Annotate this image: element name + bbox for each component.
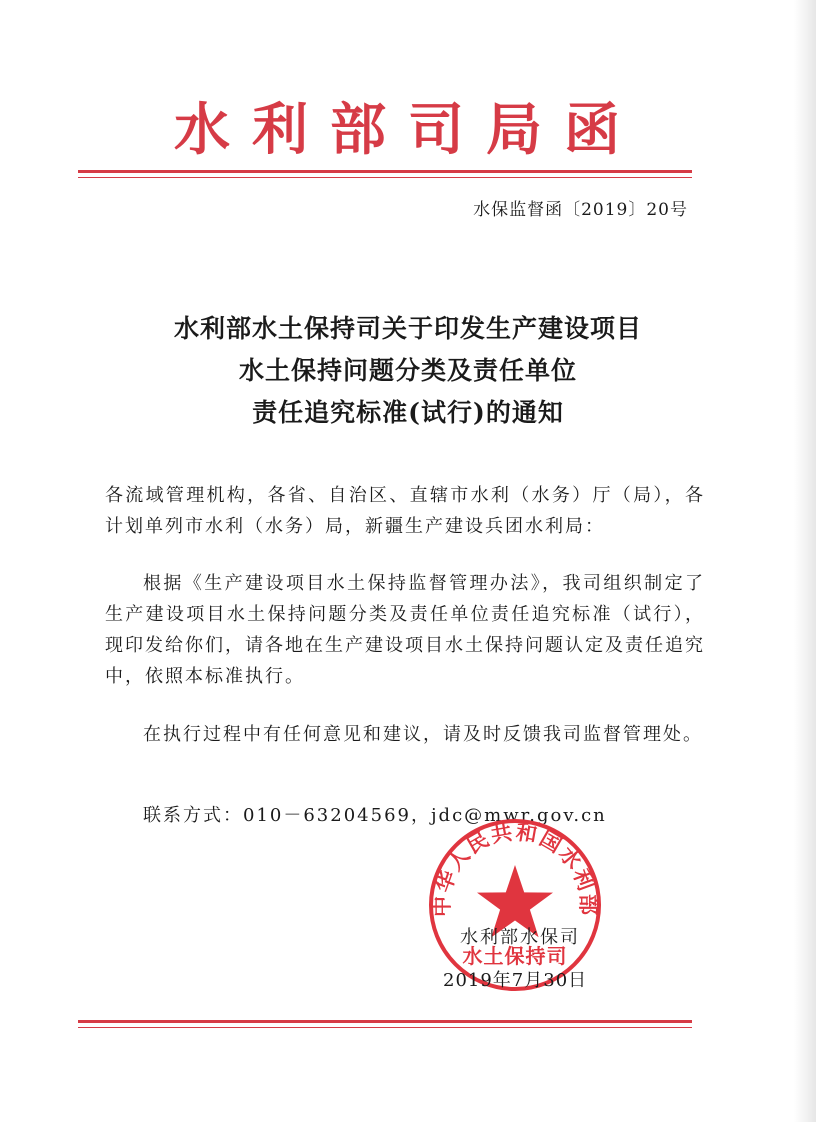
scan-edge-shadow [794, 0, 816, 1122]
signer-name: 水利部水保司 [460, 927, 580, 948]
document-number: 水保监督函〔2019〕20号 [473, 200, 688, 220]
letterhead-rule-thin [78, 177, 692, 178]
letterhead-title: 水利部司局函 [174, 97, 642, 163]
signature-date: 2019年7月30日 [443, 970, 588, 991]
addressee: 各流域管理机构，各省、自治区、直辖市水利（水务）厅（局），各计划单列市水利（水务）局，新疆生产建设兵团水利局： [105, 485, 705, 537]
document-title-line-1: 水利部水土保持司关于印发生产建设项目 [173, 314, 642, 343]
seal-outer-text-path: 中华人民共和国水利部 [429, 819, 601, 918]
seal-inner-text: 水土保持司 [462, 944, 568, 968]
letterhead-rule-thick [78, 170, 692, 173]
contact-info: 联系方式：010－63204569，jdc@mwr.gov.cn [143, 805, 607, 826]
body-paragraph-2: 在执行过程中有任何意见和建议，请及时反馈我司监督管理处。 [143, 724, 703, 745]
document-title-line-3: 责任追究标准(试行)的通知 [252, 398, 564, 427]
body-paragraph-1: 根据《生产建设项目水土保持监督管理办法》，我司组织制定了生产建设项目水土保持问题分类及责任单位责任追究标准（试行），现印发给你们，请各地在生产建设项目水土保持问题认定及责任追究中，依照本标准执行。 [105, 573, 705, 687]
footer-rule-thick [78, 1020, 692, 1023]
document-title-line-2: 水土保持问题分类及责任单位 [238, 356, 577, 385]
footer-rule-thin [78, 1027, 692, 1028]
